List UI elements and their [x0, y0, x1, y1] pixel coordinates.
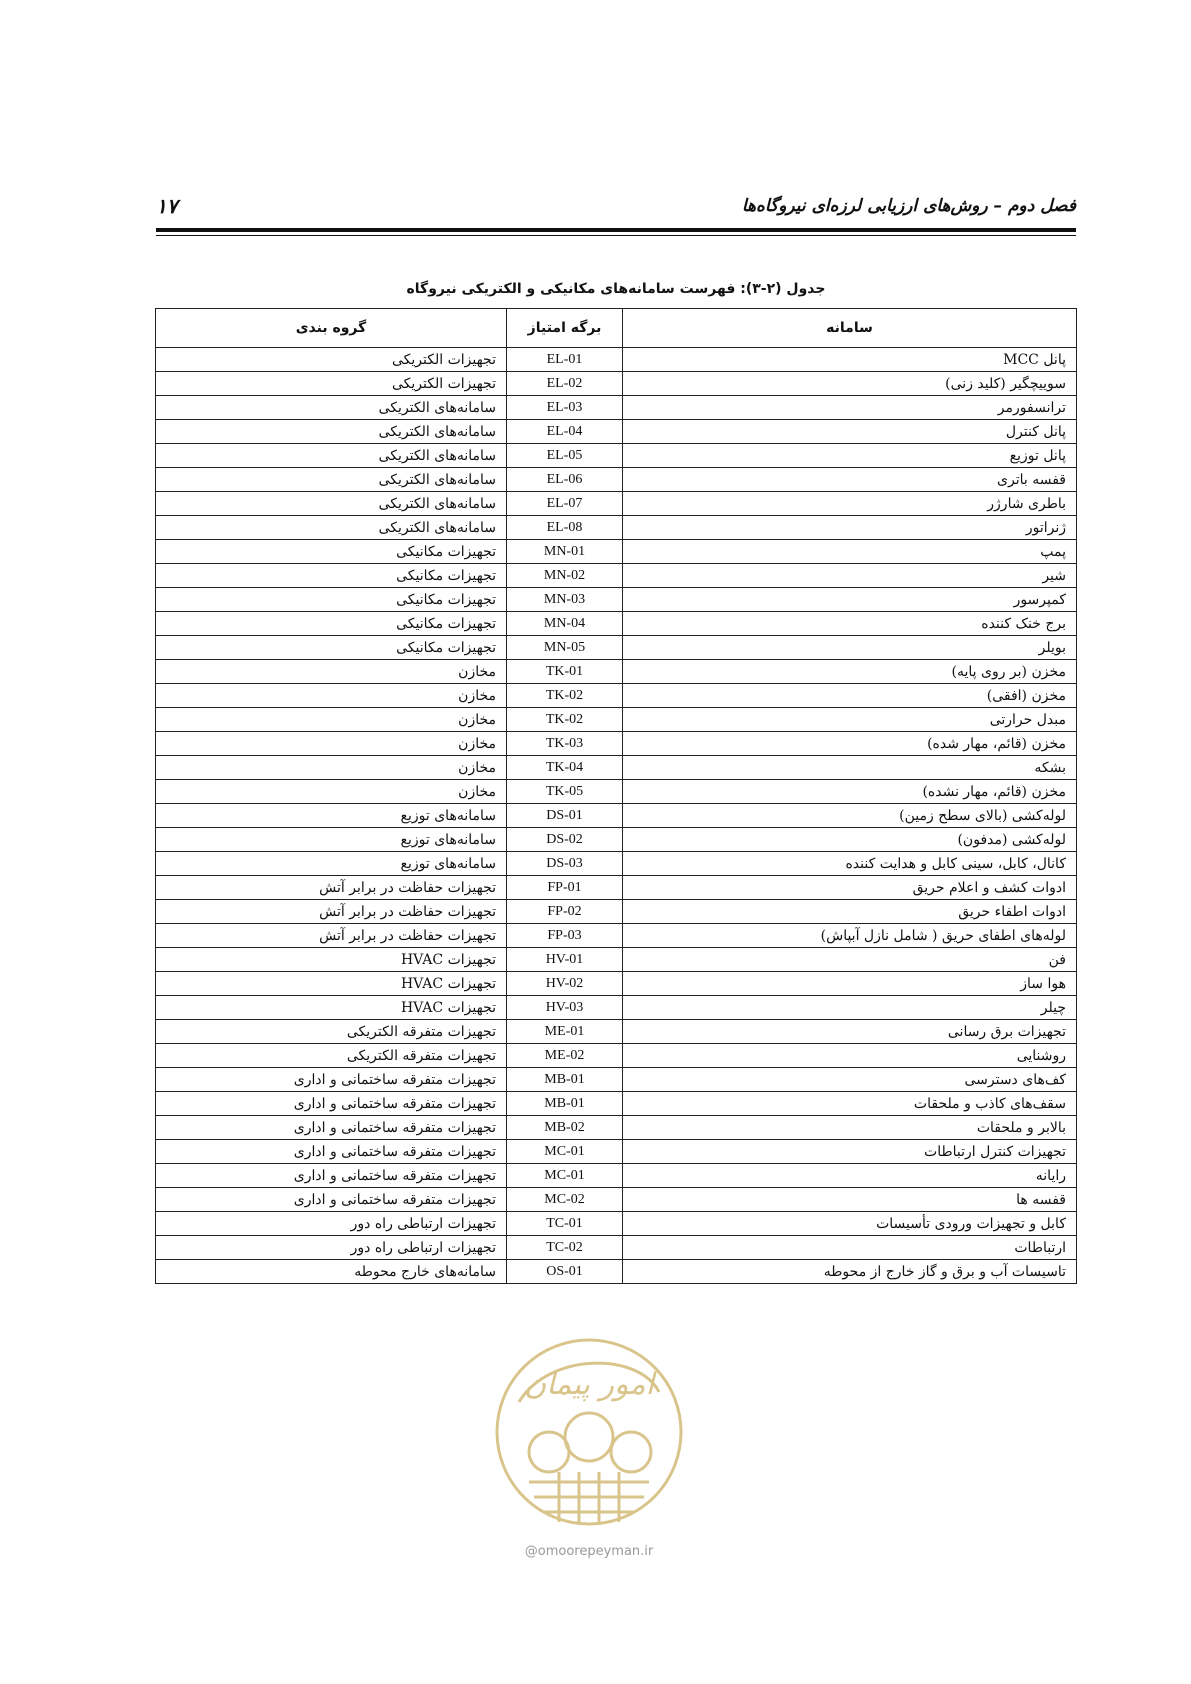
- table-row: [156, 420, 1077, 444]
- cell-category: سامانه‌های الکتریکی: [156, 516, 507, 540]
- cell-score-sheet: TC-02: [507, 1236, 623, 1260]
- watermark-logo-text: امور پیمان: [524, 1367, 654, 1402]
- cell-score-sheet: EL-04: [507, 420, 623, 444]
- table-row: [156, 372, 1077, 396]
- cell-score-sheet: DS-02: [507, 828, 623, 852]
- header-rule-thin: [156, 235, 1076, 236]
- table-row: [156, 708, 1077, 732]
- cell-score-sheet: EL-01: [507, 348, 623, 372]
- cell-score-sheet: MN-03: [507, 588, 623, 612]
- cell-score-sheet: FP-02: [507, 900, 623, 924]
- cell-score-sheet: DS-03: [507, 852, 623, 876]
- cell-category: تجهیزات متفرقه ساختمانی و اداری: [156, 1116, 507, 1140]
- cell-score-sheet: TC-01: [507, 1212, 623, 1236]
- cell-category: تجهیزات متفرقه ساختمانی و اداری: [156, 1164, 507, 1188]
- table-row: [156, 348, 1077, 372]
- cell-system: لوله‌های اطفای حریق ( شامل نازل آبپاش): [623, 924, 1077, 948]
- cell-category: تجهیزات مکانیکی: [156, 588, 507, 612]
- cell-category: تجهیزات ارتباطی راه دور: [156, 1212, 507, 1236]
- watermark-grid: [529, 1472, 649, 1524]
- cell-system: پانل MCC: [623, 348, 1077, 372]
- cell-system: تجهیزات کنترل ارتباطات: [623, 1140, 1077, 1164]
- cell-category: سامانه‌های خارج محوطه: [156, 1260, 507, 1284]
- cell-score-sheet: DS-01: [507, 804, 623, 828]
- cell-score-sheet: EL-02: [507, 372, 623, 396]
- table-row: [156, 1116, 1077, 1140]
- cell-system: رایانه: [623, 1164, 1077, 1188]
- cell-score-sheet: TK-04: [507, 756, 623, 780]
- cell-system: کانال، کابل، سینی کابل و هدایت کننده: [623, 852, 1077, 876]
- cell-category: مخازن: [156, 684, 507, 708]
- table-row: [156, 900, 1077, 924]
- cell-system: لوله‌کشی (مدفون): [623, 828, 1077, 852]
- table-row: [156, 540, 1077, 564]
- cell-score-sheet: ME-01: [507, 1020, 623, 1044]
- cell-category: تجهیزات مکانیکی: [156, 564, 507, 588]
- cell-score-sheet: ME-02: [507, 1044, 623, 1068]
- cell-score-sheet: HV-03: [507, 996, 623, 1020]
- cell-score-sheet: OS-01: [507, 1260, 623, 1284]
- table-row: [156, 924, 1077, 948]
- cell-system: ادوات اطفاء حریق: [623, 900, 1077, 924]
- cell-category: مخازن: [156, 780, 507, 804]
- table-row: [156, 1188, 1077, 1212]
- cell-score-sheet: TK-02: [507, 684, 623, 708]
- cell-category: سامانه‌های توزیع: [156, 852, 507, 876]
- cell-system: تجهیزات برق رسانی: [623, 1020, 1077, 1044]
- cell-system: مبدل حرارتی: [623, 708, 1077, 732]
- table-row: [156, 948, 1077, 972]
- cell-system: بشکه: [623, 756, 1077, 780]
- table-row: [156, 1020, 1077, 1044]
- cell-category: تجهیزات متفرقه ساختمانی و اداری: [156, 1140, 507, 1164]
- cell-score-sheet: TK-01: [507, 660, 623, 684]
- table-row: [156, 972, 1077, 996]
- cell-category: تجهیزات مکانیکی: [156, 540, 507, 564]
- cell-category: سامانه‌های الکتریکی: [156, 444, 507, 468]
- cell-system: بویلر: [623, 636, 1077, 660]
- table-row: [156, 612, 1077, 636]
- cell-score-sheet: EL-05: [507, 444, 623, 468]
- table-row: [156, 852, 1077, 876]
- cell-score-sheet: MN-01: [507, 540, 623, 564]
- cell-system: تاسیسات آب و برق و گاز خارج از محوطه: [623, 1260, 1077, 1284]
- cell-score-sheet: MN-02: [507, 564, 623, 588]
- table-row: [156, 1260, 1077, 1284]
- cell-score-sheet: MC-01: [507, 1164, 623, 1188]
- cell-system: پمپ: [623, 540, 1077, 564]
- table-row: [156, 1092, 1077, 1116]
- table-caption: جدول (۲-۳): فهرست سامانه‌های مکانیکی و الکتریکی نیروگاه: [406, 281, 826, 297]
- cell-system: ژنراتور: [623, 516, 1077, 540]
- cell-score-sheet: TK-02: [507, 708, 623, 732]
- cell-category: تجهیزات متفرقه ساختمانی و اداری: [156, 1092, 507, 1116]
- cell-score-sheet: HV-01: [507, 948, 623, 972]
- column-header-system: سامانه: [623, 309, 1077, 348]
- table-row: [156, 1212, 1077, 1236]
- cell-system: پانل توزیع: [623, 444, 1077, 468]
- cell-system: کمپرسور: [623, 588, 1077, 612]
- table-row: [156, 396, 1077, 420]
- cell-system: لوله‌کشی (بالای سطح زمین): [623, 804, 1077, 828]
- cell-score-sheet: MB-02: [507, 1116, 623, 1140]
- table-row: [156, 564, 1077, 588]
- cell-system: ارتباطات: [623, 1236, 1077, 1260]
- cell-category: تجهیزات HVAC: [156, 996, 507, 1020]
- cell-system: قفسه ها: [623, 1188, 1077, 1212]
- cell-category: سامانه‌های توزیع: [156, 804, 507, 828]
- cell-system: چیلر: [623, 996, 1077, 1020]
- column-header-score-sheet: برگه امتیاز: [507, 309, 623, 348]
- table-row: [156, 684, 1077, 708]
- cell-system: سقف‌های کاذب و ملحقات: [623, 1092, 1077, 1116]
- cell-category: تجهیزات الکتریکی: [156, 348, 507, 372]
- cell-category: سامانه‌های الکتریکی: [156, 396, 507, 420]
- cell-system: مخزن (افقی): [623, 684, 1077, 708]
- cell-score-sheet: HV-02: [507, 972, 623, 996]
- cell-system: پانل کنترل: [623, 420, 1077, 444]
- table-row: [156, 876, 1077, 900]
- cell-system: ترانسفورمر: [623, 396, 1077, 420]
- cell-category: تجهیزات حفاظت در برابر آتش: [156, 876, 507, 900]
- cell-score-sheet: FP-01: [507, 876, 623, 900]
- cell-category: سامانه‌های الکتریکی: [156, 468, 507, 492]
- table-row: [156, 516, 1077, 540]
- table-row: [156, 1044, 1077, 1068]
- cell-score-sheet: EL-07: [507, 492, 623, 516]
- cell-category: تجهیزات متفرقه ساختمانی و اداری: [156, 1068, 507, 1092]
- cell-category: مخازن: [156, 756, 507, 780]
- table-row: [156, 732, 1077, 756]
- table-row: [156, 636, 1077, 660]
- cell-system: قفسه باتری: [623, 468, 1077, 492]
- cell-system: کف‌های دسترسی: [623, 1068, 1077, 1092]
- cell-system: ادوات کشف و اعلام حریق: [623, 876, 1077, 900]
- table-row: [156, 1140, 1077, 1164]
- chapter-title: فصل دوم – روش‌های ارزیابی لرزه‌ای نیروگاه‌ها: [741, 196, 1076, 216]
- cell-system: فن: [623, 948, 1077, 972]
- cell-system: شیر: [623, 564, 1077, 588]
- table-row: [156, 804, 1077, 828]
- watermark-gear-left: [529, 1432, 569, 1472]
- table-row: [156, 492, 1077, 516]
- cell-category: تجهیزات حفاظت در برابر آتش: [156, 924, 507, 948]
- systems-table: [155, 308, 1077, 1284]
- page-number: ۱۷: [156, 194, 178, 218]
- cell-category: تجهیزات حفاظت در برابر آتش: [156, 900, 507, 924]
- cell-score-sheet: TK-05: [507, 780, 623, 804]
- cell-category: سامانه‌های الکتریکی: [156, 492, 507, 516]
- cell-system: برج خنک کننده: [623, 612, 1077, 636]
- cell-category: مخازن: [156, 708, 507, 732]
- cell-system: بالابر و ملحقات: [623, 1116, 1077, 1140]
- table-row: [156, 756, 1077, 780]
- cell-category: تجهیزات مکانیکی: [156, 636, 507, 660]
- table-row: [156, 1164, 1077, 1188]
- cell-category: تجهیزات الکتریکی: [156, 372, 507, 396]
- watermark-gear-center: [565, 1413, 613, 1461]
- table-row: [156, 780, 1077, 804]
- table-row: [156, 1068, 1077, 1092]
- cell-score-sheet: TK-03: [507, 732, 623, 756]
- cell-category: تجهیزات متفرقه الکتریکی: [156, 1044, 507, 1068]
- cell-system: مخزن (قائم، مهار شده): [623, 732, 1077, 756]
- cell-category: تجهیزات HVAC: [156, 948, 507, 972]
- cell-category: تجهیزات HVAC: [156, 972, 507, 996]
- table-row: [156, 1236, 1077, 1260]
- table-header-row: [156, 309, 1077, 348]
- table-row: [156, 468, 1077, 492]
- cell-category: مخازن: [156, 732, 507, 756]
- cell-score-sheet: MN-04: [507, 612, 623, 636]
- cell-category: تجهیزات متفرقه ساختمانی و اداری: [156, 1188, 507, 1212]
- watermark-logo: [489, 1332, 689, 1542]
- page-header: [156, 196, 1076, 222]
- cell-score-sheet: MB-01: [507, 1068, 623, 1092]
- cell-score-sheet: EL-03: [507, 396, 623, 420]
- cell-system: هوا ساز: [623, 972, 1077, 996]
- cell-system: مخزن (بر روی پایه): [623, 660, 1077, 684]
- cell-category: سامانه‌های الکتریکی: [156, 420, 507, 444]
- cell-score-sheet: EL-08: [507, 516, 623, 540]
- cell-score-sheet: FP-03: [507, 924, 623, 948]
- cell-score-sheet: MC-02: [507, 1188, 623, 1212]
- cell-category: تجهیزات مکانیکی: [156, 612, 507, 636]
- cell-score-sheet: MC-01: [507, 1140, 623, 1164]
- table-row: [156, 444, 1077, 468]
- table-row: [156, 588, 1077, 612]
- cell-score-sheet: EL-06: [507, 468, 623, 492]
- cell-score-sheet: MB-01: [507, 1092, 623, 1116]
- column-header-category: گروه بندی: [156, 309, 507, 348]
- cell-system: کابل و تجهیزات ورودی تأسیسات: [623, 1212, 1077, 1236]
- table-row: [156, 996, 1077, 1020]
- cell-system: روشنایی: [623, 1044, 1077, 1068]
- table-row: [156, 660, 1077, 684]
- cell-system: مخزن (قائم، مهار نشده): [623, 780, 1077, 804]
- cell-system: سوییچگیر (کلید زنی): [623, 372, 1077, 396]
- cell-system: باطری شارژر: [623, 492, 1077, 516]
- cell-category: سامانه‌های توزیع: [156, 828, 507, 852]
- cell-score-sheet: MN-05: [507, 636, 623, 660]
- table-row: [156, 828, 1077, 852]
- cell-category: تجهیزات متفرقه الکتریکی: [156, 1020, 507, 1044]
- cell-category: تجهیزات ارتباطی راه دور: [156, 1236, 507, 1260]
- header-rule-thick: [156, 228, 1076, 232]
- watermark-url: @omoorepeyman.ir: [524, 1544, 654, 1559]
- watermark-gear-right: [611, 1432, 651, 1472]
- cell-category: مخازن: [156, 660, 507, 684]
- table-body: [156, 348, 1077, 1284]
